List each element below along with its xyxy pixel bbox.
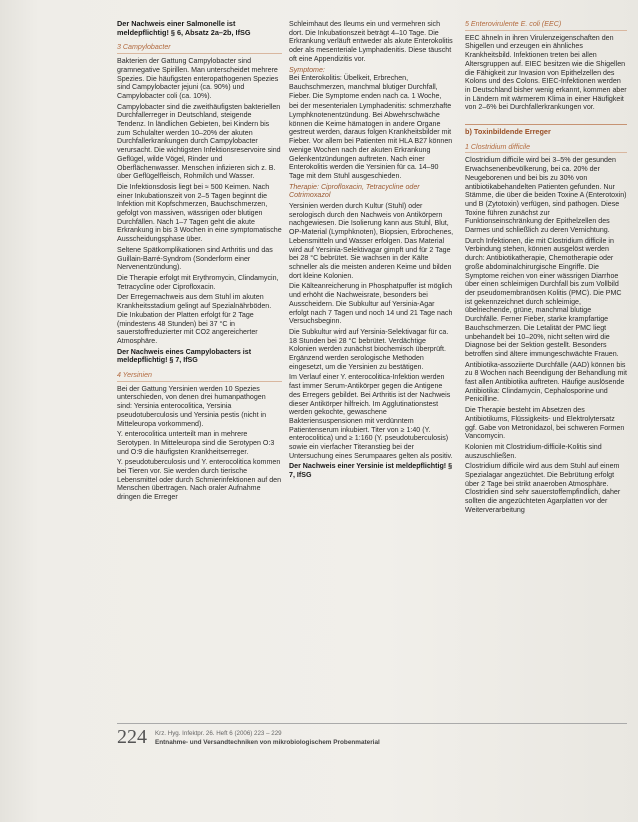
paragraph: Seltene Spätkomplikationen sind Arthritis und das Guillain-Barré-Syndrom (Sonderform einer Nervenentzündung). bbox=[117, 245, 273, 272]
paragraph: Die Therapie erfolgt mit Erythromycin, Clindamycin, Tetracycline oder Ciprofloxacin. bbox=[117, 273, 279, 291]
reporting-note-salmonella: Der Nachweis einer Salmonelle ist meldepflichtig! § 6, Absatz 2a–2b, IfSG bbox=[117, 19, 251, 37]
paragraph: Bei der Gattung Yersinien werden 10 Spezies unterschieden, von denen drei humanpathogen sind: Yersinia enterocolitica, Yersinia pseudotuberculosis und Yersinia pestis (nicht in Mitteleuropa vorkommend). bbox=[117, 384, 267, 428]
column-right bbox=[465, 20, 627, 517]
reporting-note-yersinia: Der Nachweis einer Yersinie ist meldepflichtig! § 7, IfSG bbox=[289, 462, 453, 480]
paragraph: Y. enterocolitica unterteilt man in mehrere Serotypen. In Mitteleuropa sind die Serotypen O:3 und O:9 die häufigsten Krankheitserreger. bbox=[117, 430, 275, 456]
paragraph: Campylobacter sind die zweithäufigsten bakteriellen Durchfallerreger in Deutschland, steigende Tendenz. In ländlichen Gebieten, bei Kindern bis zum Schulalter werden 10–20% der akuten Durchfallerkrankungen durch Campylobacter verursacht. Die wichtigsten Infektionsreservoire sind Geflügel, wilde Vögel, Rinder und Oberflächenwasser. Menschen infizieren sich z. B. über Geflügelfleisch, Rohmilch und Wasser. bbox=[117, 102, 281, 181]
paragraph: Antibiotika-assoziierte Durchfälle (AAD) können bis zu 8 Wochen nach Beendigung der Behandlung mit fast allen Antibiotika auftreten. Häufige auslösende Antibiotika: Clindamycin, Cephalosporine und Penicilline. bbox=[465, 360, 627, 404]
running-title: Entnahme- und Versandtechniken von mikrobiologischem Probenmaterial bbox=[155, 739, 380, 746]
section-heading-ecoli: 5 Enterovirulente E. coli (EEC) bbox=[465, 20, 627, 31]
paragraph: Y. pseudotuberculosis und Y. enterocolitica kommen bei Tieren vor. Sie werden durch tierische Lebensmittel oder durch Schmierinfektionen auf den Menschen übertragen. Nach oraler Aufnahme dringen die Erreger bbox=[117, 458, 282, 502]
reporting-note-campylobacter: Der Nachweis eines Campylobacters ist meldepflichtig! § 7, IfSG bbox=[117, 347, 252, 365]
paragraph: Der Erregernachweis aus dem Stuhl im akuten Krankheitsstadium gelingt auf Spezialnährböden. Die Inkubation der Platten erfolgt für 2 Tage (mindestens 48 Stunden) bei 37 °C in sauerstoffreduzierter mit CO2 angereicherter Atmosphäre. bbox=[117, 293, 272, 345]
paragraph: Die Kälteanreicherung in Phosphatpuffer ist möglich und erhöht die Nachweisrate, besonders bei Ausscheidern. Die Subkultur auf Yersinia-Agar erfolgt nach 7 Tagen und noch 14 und 21 Tage nach Versuchsbeginn. bbox=[289, 282, 453, 326]
paragraph: Die Subkultur wird auf Yersinia-Selektivagar für ca. 18 Stunden bei 28 °C bebrütet. Verdächtige Kolonien werden zunächst biochemisch überprüft. Ergänzend werden serologische Methoden eingesetzt, um die Yersinien zu bestätigen. bbox=[289, 327, 449, 371]
paragraph: Im Verlauf einer Y. enterocolitica-Infektion werden fast immer Serum-Antikörper gegen die Antigene des Erregers gebildet. Bei Arthritis ist der Nachweis dieser Antikörper hilfreich. Im Agglutinationstest werden gekochte, gewaschene Bakteriensuspensionen mit verdünntem Patientenserum inkubiert. Titer von ≥ 1:40 (Y. enterocolitica) und ≥ 1:160 (Y. pseudotuberculosis) sowie ein vierfacher Titeranstieg bei der Untersuchung eines Serumpaares gelten als positiv. bbox=[289, 373, 453, 460]
section-heading-toxin: b) Toxinbildende Erreger bbox=[465, 124, 627, 137]
column-middle bbox=[289, 20, 455, 482]
page-number: 224 bbox=[117, 726, 147, 748]
paragraph: bei der mesenterialen Lymphadenitis: schmerzhafte Lymphknotenentzündung. Bei Abwehrschwäche können die Keime hämatogen in andere Organe gestreut werden, daraus folgen Krankheitsbilder mit Fieber. Vor allem bei Patienten mit HLA B27 können wenige Wochen nach der akuten Erkrankung Gelenkentzündungen auftreten. Nach einer Enterokolitis werden die Yersinien für ca. 14–90 Tage mit dem Stuhl ausgeschieden. bbox=[289, 102, 453, 180]
paragraph: Bakterien der Gattung Campylobacter sind gramnegative Spirillen. Man unterscheidet mehrere Spezies. Die häufigsten enteropathogenen Spezies sind Campylobacter jejuni (ca. 90%) und Campylobacter coli (ca. 10%). bbox=[117, 57, 279, 100]
footer-rule bbox=[117, 723, 627, 724]
section-heading-campylobacter: 3 Campylobacter bbox=[117, 43, 282, 54]
paragraph: Clostridium difficile wird bei 3–5% der gesunden Erwachsenenbevölkerung, bei ca. 20% der Neugeborenen und bei bis zu 30% von antibiotikabehandelten Patienten gefunden. Nur Stämme, die über die beiden Toxine A (Enterotoxin) und B (Zytotoxin) verfügen, sind pathogen. Diese Toxine führen zunächst zur Funktionseinschränkung der Epithelzellen des Darmes und schließlich zu deren Vernichtung. bbox=[465, 156, 627, 235]
section-heading-clostridium: 1 Clostridium difficile bbox=[465, 143, 627, 154]
paragraph: Die Infektionsdosis liegt bei ≈ 500 Keimen. Nach einer Inkubationszeit von 2–5 Tagen beginnt die Infektion mit Kopfschmerzen, Bauchschmerzen, gefolgt von massiven, wässrigen oder blutigen Durchfällen. Nach 1–7 Tagen geht die akute Erkrankung in bis 3 Wochen in eine symptomatische Ausscheidungsphase über. bbox=[117, 182, 282, 244]
paragraph: Schleimhaut des Ileums ein und vermehren sich dort. Die Inkubationszeit beträgt 4–10 Tage. Die Erkrankung verläuft entweder als akute Enterokolitis oder als mesenteriale Lymphadenitis. Diese täuscht oft eine Appendizitis vor. bbox=[289, 20, 453, 63]
paragraph: Clostridium difficile wird aus dem Stuhl auf einem Spezialagar angezüchtet. Die Bebrütung erfolgt über 2 Tage bei strikt anaeroben Atmosphäre. Clostridien sind sehr sauerstoffempfindlich, daher sollten die angezüchteten Agarplatten vor der Weiterverarbeitung bbox=[465, 462, 621, 514]
paragraph: Durch Infektionen, die mit Clostridium difficile in Verbindung stehen, können ausgelöst werden durch: Antibiotikatherapie, Chemotherapie oder große abdominalchirurgische Eingriffe. Die Symptome reichen von einer wässrigen Diarrhoe über einen schleimigen Durchfall bis zum Vollbild der pseudomembranösen Kolitis (PMC). Die PMC ist gekennzeichnet durch schleimige, übelriechende, grüne, manchmal blutige Durchfälle. Ferner Fieber, starke krampfartige Bauchschmerzen. Die Letalität der PMC liegt unbehandelt bei 10–20%, nicht selten wird die Diagnose bei der Sektion gestellt. Besonders betroffen sind ältere immungeschwächte Frauen. bbox=[465, 236, 622, 358]
paragraph: Die Therapie besteht im Absetzen des Antibiotikums, Flüssigkeits- und Elektrolytersatz ggf. Gabe von Metronidazol, bei schweren Formen Vancomycin. bbox=[465, 406, 625, 441]
paragraph: Yersinien werden durch Kultur (Stuhl) oder serologisch durch den Nachweis von Antikörpern nachgewiesen. Die Isolierung kann aus Stuhl, Blut, OP-Material (Lymphknoten), Biopsien, Erbrochenes, Lebensmitteln und Wasser erfolgen. Das Material wird auf Yersinia-Selektivagar gimpft und für 2 Tage bei 28 °C bebrütet. Sie wachsen in der Kälte schneller als die meisten anderen Keime und bilden dort kleine Kolonien. bbox=[289, 202, 454, 280]
paragraph: Kolonien mit Clostridium-difficile-Kolitis sind auszuschließen. bbox=[465, 442, 602, 460]
therapy-line: Therapie: Ciprofloxacin, Tetracycline oder Cotrimoxazol bbox=[289, 182, 420, 200]
symptoms-label: Symptome: bbox=[289, 65, 325, 74]
paragraph: Bei Enterokolitis: Übelkeit, Erbrechen, Bauchschmerzen, manchmal blutiger Durchfall, Fieber. Die Symptome enden nach ca. 1 Woche, bbox=[289, 74, 442, 100]
paragraph: EEC ähneln in ihren Virulenzeigenschaften den Shigellen und erzeugen ein ähnliches Krankheitsbild. Infektionen treten bei allen Altersgruppen auf. EIEC besitzen wie die Shigellen die Fähigkeit zur Invasion von Epithelzellen des Kolons und des Colons. EIEC-Infektionen werden in Deutschland bisher wenig erkannt, kommen aber in Ländern mit wärmerem Klima in einer Häufigkeit von 2–6% bei Durchfallerkrankungen vor. bbox=[465, 33, 627, 112]
section-heading-yersinien: 4 Yersinien bbox=[117, 371, 282, 382]
journal-citation: Krz. Hyg. Infektpr. 26. Heft 6 (2006) 223 – 229 bbox=[155, 730, 282, 737]
column-left bbox=[117, 20, 282, 504]
